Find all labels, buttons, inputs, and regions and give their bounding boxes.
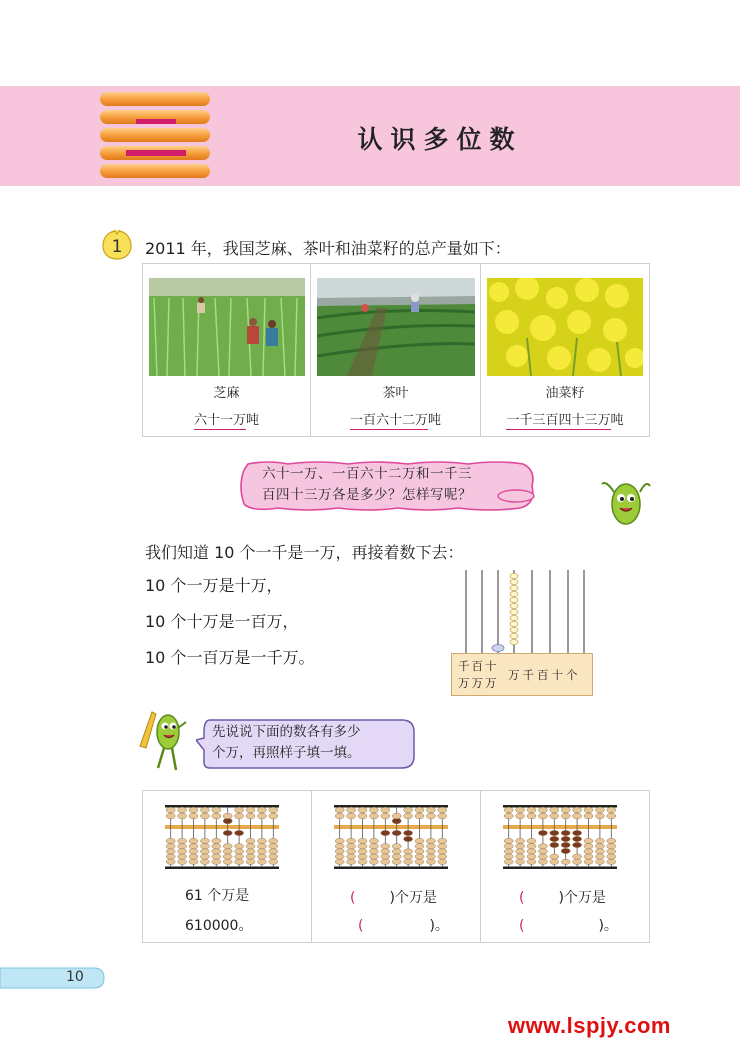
lower-bead xyxy=(426,844,435,849)
lower-bead xyxy=(369,849,378,854)
lower-bead xyxy=(347,849,356,854)
lower-bead xyxy=(189,838,198,843)
lower-bead xyxy=(595,844,604,849)
upper-bead xyxy=(335,807,344,813)
lower-bead xyxy=(607,849,616,854)
upper-bead xyxy=(426,807,435,813)
lower-bead xyxy=(200,844,209,849)
upper-bead xyxy=(347,807,356,813)
amount-underlined: 六十一万 xyxy=(193,413,246,428)
lower-bead xyxy=(269,844,278,849)
upper-bead xyxy=(550,807,559,813)
lower-bead xyxy=(358,844,367,849)
lower-bead xyxy=(189,854,198,859)
lower-bead xyxy=(212,849,221,854)
lower-bead xyxy=(561,842,570,847)
lower-bead xyxy=(189,849,198,854)
lower-bead xyxy=(404,830,413,835)
lower-bead xyxy=(550,854,559,859)
upper-bead xyxy=(257,807,266,813)
upper-bead xyxy=(595,813,604,819)
upper-bead xyxy=(584,807,593,813)
upper-bead xyxy=(550,813,559,819)
lower-bead xyxy=(392,830,401,835)
lower-bead xyxy=(189,844,198,849)
upper-bead xyxy=(404,813,413,819)
upper-bead xyxy=(538,807,547,813)
lower-bead xyxy=(335,854,344,859)
lower-bead xyxy=(166,849,175,854)
fill-line-2: ( )。 xyxy=(519,918,618,934)
upper-bead xyxy=(607,807,616,813)
upper-bead xyxy=(561,807,570,813)
label-bottom-row: 万万万 xyxy=(458,676,499,690)
counting-line: 10 个一百万是一千万。 xyxy=(145,648,315,667)
lower-bead xyxy=(504,854,513,859)
lower-bead xyxy=(527,849,536,854)
lower-bead xyxy=(200,849,209,854)
lower-bead xyxy=(595,859,604,864)
lower-bead xyxy=(426,849,435,854)
lower-bead xyxy=(246,849,255,854)
upper-bead xyxy=(516,813,525,819)
upper-bead xyxy=(212,813,221,819)
amount-unit: 吨 xyxy=(610,413,624,428)
upper-bead xyxy=(516,807,525,813)
bubble-line: 百四十三万各是多少？怎样写呢？ xyxy=(262,487,472,503)
lower-bead xyxy=(223,859,232,864)
upper-bead xyxy=(415,807,424,813)
lower-bead xyxy=(538,859,547,864)
lower-bead xyxy=(561,859,570,864)
lower-bead xyxy=(438,859,447,864)
lower-bead xyxy=(584,854,593,859)
lower-bead xyxy=(369,859,378,864)
lower-bead xyxy=(538,830,547,835)
lower-bead xyxy=(404,836,413,841)
lower-bead xyxy=(269,849,278,854)
lower-bead xyxy=(257,838,266,843)
lower-bead xyxy=(392,844,401,849)
abacus-image xyxy=(334,805,448,869)
abacus-image xyxy=(165,805,279,869)
fill-line-1: ( )个万是 xyxy=(350,890,437,906)
amount-underlined: 一千三百四十三万 xyxy=(506,413,611,428)
lower-bead xyxy=(584,859,593,864)
lower-bead xyxy=(257,849,266,854)
counting-intro: 我们知道 10 个一千是一万，再接着数下去： xyxy=(145,543,464,562)
lower-bead xyxy=(584,838,593,843)
upper-bead xyxy=(235,807,244,813)
crop-amount-sesame xyxy=(143,409,310,428)
upper-bead xyxy=(347,813,356,819)
lower-bead xyxy=(573,854,582,859)
lower-bead xyxy=(178,854,187,859)
lower-bead xyxy=(335,844,344,849)
lower-bead xyxy=(235,859,244,864)
lower-bead xyxy=(607,838,616,843)
upper-bead xyxy=(573,807,582,813)
label-rest-row: 万千百十个 xyxy=(508,668,581,682)
lower-bead xyxy=(584,849,593,854)
lower-bead xyxy=(595,849,604,854)
lower-bead xyxy=(426,854,435,859)
bubble-question-text xyxy=(262,464,542,506)
lower-bead xyxy=(392,854,401,859)
crop-name-tea: 茶叶 xyxy=(382,386,409,401)
lower-bead xyxy=(178,859,187,864)
pea-mascot xyxy=(600,474,652,530)
abacus-cell-exercise-2 xyxy=(481,791,649,942)
lower-bead xyxy=(527,844,536,849)
lower-bead xyxy=(212,838,221,843)
lower-bead xyxy=(335,838,344,843)
lower-bead xyxy=(584,844,593,849)
lower-bead xyxy=(200,838,209,843)
upper-bead xyxy=(392,813,401,819)
problem-number: 1 xyxy=(111,237,123,257)
lower-bead xyxy=(212,859,221,864)
upper-bead xyxy=(335,813,344,819)
upper-bead xyxy=(235,813,244,819)
lower-bead xyxy=(347,854,356,859)
lower-bead xyxy=(516,838,525,843)
lower-bead xyxy=(335,849,344,854)
lower-bead xyxy=(269,838,278,843)
upper-bead xyxy=(415,813,424,819)
lower-bead xyxy=(415,838,424,843)
lower-bead xyxy=(166,838,175,843)
lower-bead xyxy=(369,838,378,843)
upper-bead xyxy=(527,813,536,819)
site-watermark: www.lspjy.com xyxy=(508,1013,671,1038)
fill-line-1: ( )个万是 xyxy=(519,890,606,906)
page-number: 10 xyxy=(66,969,84,985)
lower-bead xyxy=(607,859,616,864)
rapeseed-flower-photo xyxy=(487,278,643,376)
lower-bead xyxy=(426,859,435,864)
crop-cell-tea xyxy=(311,264,481,436)
lower-bead xyxy=(516,849,525,854)
lower-bead xyxy=(381,844,390,849)
amount-unit: 吨 xyxy=(246,413,260,428)
lower-bead xyxy=(527,854,536,859)
counting-line: 10 个一万是十万， xyxy=(145,576,283,595)
lower-bead xyxy=(538,854,547,859)
label-top-row: 千百十 xyxy=(458,659,499,673)
lower-bead xyxy=(200,854,209,859)
lower-bead xyxy=(438,854,447,859)
lower-bead xyxy=(212,854,221,859)
upper-bead xyxy=(595,807,604,813)
lower-bead xyxy=(607,844,616,849)
tea-plantation-photo xyxy=(317,278,475,376)
example-line-2: 610000。 xyxy=(185,918,253,934)
lower-bead xyxy=(550,836,559,841)
bubble-prompt-text xyxy=(212,722,412,764)
lower-bead xyxy=(369,854,378,859)
lower-bead xyxy=(257,844,266,849)
lower-bead xyxy=(404,859,413,864)
upper-bead xyxy=(246,813,255,819)
lower-bead xyxy=(257,859,266,864)
upper-bead xyxy=(166,807,175,813)
upper-bead xyxy=(607,813,616,819)
upper-bead xyxy=(178,807,187,813)
lower-bead xyxy=(573,836,582,841)
lower-bead xyxy=(235,854,244,859)
crop-name-sesame: 芝麻 xyxy=(213,386,240,401)
lower-bead xyxy=(369,844,378,849)
upper-bead xyxy=(573,813,582,819)
upper-bead xyxy=(369,807,378,813)
lower-bead xyxy=(438,849,447,854)
upper-bead xyxy=(404,807,413,813)
lower-bead xyxy=(223,830,232,835)
upper-bead xyxy=(381,813,390,819)
upper-bead xyxy=(438,813,447,819)
lower-bead xyxy=(358,854,367,859)
lower-bead xyxy=(573,842,582,847)
lower-bead xyxy=(235,849,244,854)
lower-bead xyxy=(504,849,513,854)
lower-bead xyxy=(538,844,547,849)
crop-amount-tea xyxy=(311,409,480,428)
abacus-exercise-table xyxy=(142,790,650,943)
lower-bead xyxy=(178,844,187,849)
lower-bead xyxy=(189,859,198,864)
bubble-line: 先说说下面的数各有多少 xyxy=(212,724,361,740)
upper-bead xyxy=(200,813,209,819)
upper-bead xyxy=(426,813,435,819)
lower-bead xyxy=(358,849,367,854)
lower-bead xyxy=(269,859,278,864)
lower-bead xyxy=(527,859,536,864)
lower-bead xyxy=(347,838,356,843)
lower-bead xyxy=(358,838,367,843)
lower-bead xyxy=(223,844,232,849)
pea-mascot-pointing xyxy=(138,702,188,776)
lower-bead xyxy=(246,838,255,843)
lower-bead xyxy=(415,844,424,849)
lower-bead xyxy=(246,854,255,859)
lower-bead xyxy=(246,844,255,849)
upper-bead xyxy=(504,813,513,819)
lower-bead xyxy=(166,854,175,859)
crop-photo-table xyxy=(142,263,650,437)
crop-amount-rapeseed xyxy=(481,409,649,428)
upper-bead xyxy=(527,807,536,813)
lower-bead xyxy=(381,854,390,859)
upper-bead xyxy=(212,807,221,813)
lower-bead xyxy=(347,859,356,864)
lower-bead xyxy=(550,842,559,847)
lower-bead xyxy=(392,849,401,854)
upper-bead xyxy=(166,813,175,819)
lower-bead xyxy=(415,859,424,864)
lower-bead xyxy=(561,836,570,841)
bubble-line: 六十一万、一百六十二万和一千三 xyxy=(262,466,472,482)
upper-bead xyxy=(381,807,390,813)
lower-bead xyxy=(404,849,413,854)
crop-cell-rapeseed xyxy=(481,264,649,436)
lower-bead xyxy=(561,848,570,853)
fill-line-2: ( )。 xyxy=(358,918,449,934)
upper-bead xyxy=(269,807,278,813)
upper-bead xyxy=(223,813,232,819)
amount-unit: 吨 xyxy=(428,413,442,428)
lower-bead xyxy=(166,859,175,864)
upper-bead xyxy=(269,813,278,819)
lower-bead xyxy=(426,838,435,843)
lower-bead xyxy=(550,830,559,835)
lower-bead xyxy=(235,830,244,835)
upper-bead xyxy=(358,807,367,813)
bubble-line: 个万，再照样子填一填。 xyxy=(212,745,361,761)
lower-bead xyxy=(438,838,447,843)
lower-bead xyxy=(516,859,525,864)
lower-bead xyxy=(573,830,582,835)
upper-bead xyxy=(358,813,367,819)
upper-bead xyxy=(189,813,198,819)
sesame-field-photo xyxy=(149,278,305,376)
lower-bead xyxy=(504,859,513,864)
lower-bead xyxy=(381,859,390,864)
problem-statement: 2011 年，我国芝麻、茶叶和油菜籽的总产量如下： xyxy=(145,239,511,258)
upper-bead xyxy=(178,813,187,819)
lower-bead xyxy=(166,844,175,849)
lower-bead xyxy=(516,844,525,849)
lower-bead xyxy=(573,859,582,864)
problem-number-badge xyxy=(102,229,132,261)
lower-bead xyxy=(404,854,413,859)
lower-bead xyxy=(504,838,513,843)
lower-bead xyxy=(269,854,278,859)
upper-bead xyxy=(584,813,593,819)
abacus-cell-example xyxy=(143,791,312,942)
lower-bead xyxy=(607,854,616,859)
lower-bead xyxy=(381,830,390,835)
crop-name-rapeseed: 油菜籽 xyxy=(545,386,585,401)
page-number-tab xyxy=(0,966,106,990)
abacus-cell-exercise-1 xyxy=(312,791,481,942)
lower-bead xyxy=(595,838,604,843)
lower-bead xyxy=(415,849,424,854)
upper-bead xyxy=(200,807,209,813)
lower-bead xyxy=(561,830,570,835)
lower-bead xyxy=(235,844,244,849)
lower-bead xyxy=(381,849,390,854)
lower-bead xyxy=(223,849,232,854)
lower-bead xyxy=(257,854,266,859)
lower-bead xyxy=(347,844,356,849)
chapter-title: 认识多位数 xyxy=(357,125,523,154)
lower-bead xyxy=(178,838,187,843)
lower-bead xyxy=(178,849,187,854)
lower-bead xyxy=(527,838,536,843)
lower-bead xyxy=(223,854,232,859)
lower-bead xyxy=(595,854,604,859)
place-value-labels xyxy=(451,653,593,696)
upper-bead xyxy=(189,807,198,813)
lower-bead xyxy=(335,859,344,864)
upper-bead xyxy=(561,813,570,819)
lower-bead xyxy=(415,854,424,859)
upper-bead xyxy=(438,807,447,813)
abacus-image xyxy=(503,805,617,869)
example-line-1: 61 个万是 xyxy=(185,888,250,904)
lower-bead xyxy=(212,844,221,849)
lower-bead xyxy=(538,849,547,854)
lower-bead xyxy=(550,859,559,864)
crop-cell-sesame xyxy=(143,264,311,436)
lower-bead xyxy=(200,859,209,864)
upper-bead xyxy=(246,807,255,813)
upper-bead xyxy=(504,807,513,813)
lower-bead xyxy=(438,844,447,849)
upper-bead xyxy=(257,813,266,819)
lower-bead xyxy=(504,844,513,849)
upper-bead xyxy=(538,813,547,819)
upper-bead xyxy=(369,813,378,819)
lower-bead xyxy=(246,859,255,864)
lower-bead xyxy=(358,859,367,864)
amount-underlined: 一百六十二万 xyxy=(349,413,428,428)
lower-bead xyxy=(392,859,401,864)
counting-line: 10 个十万是一百万， xyxy=(145,612,299,631)
lower-bead xyxy=(516,854,525,859)
